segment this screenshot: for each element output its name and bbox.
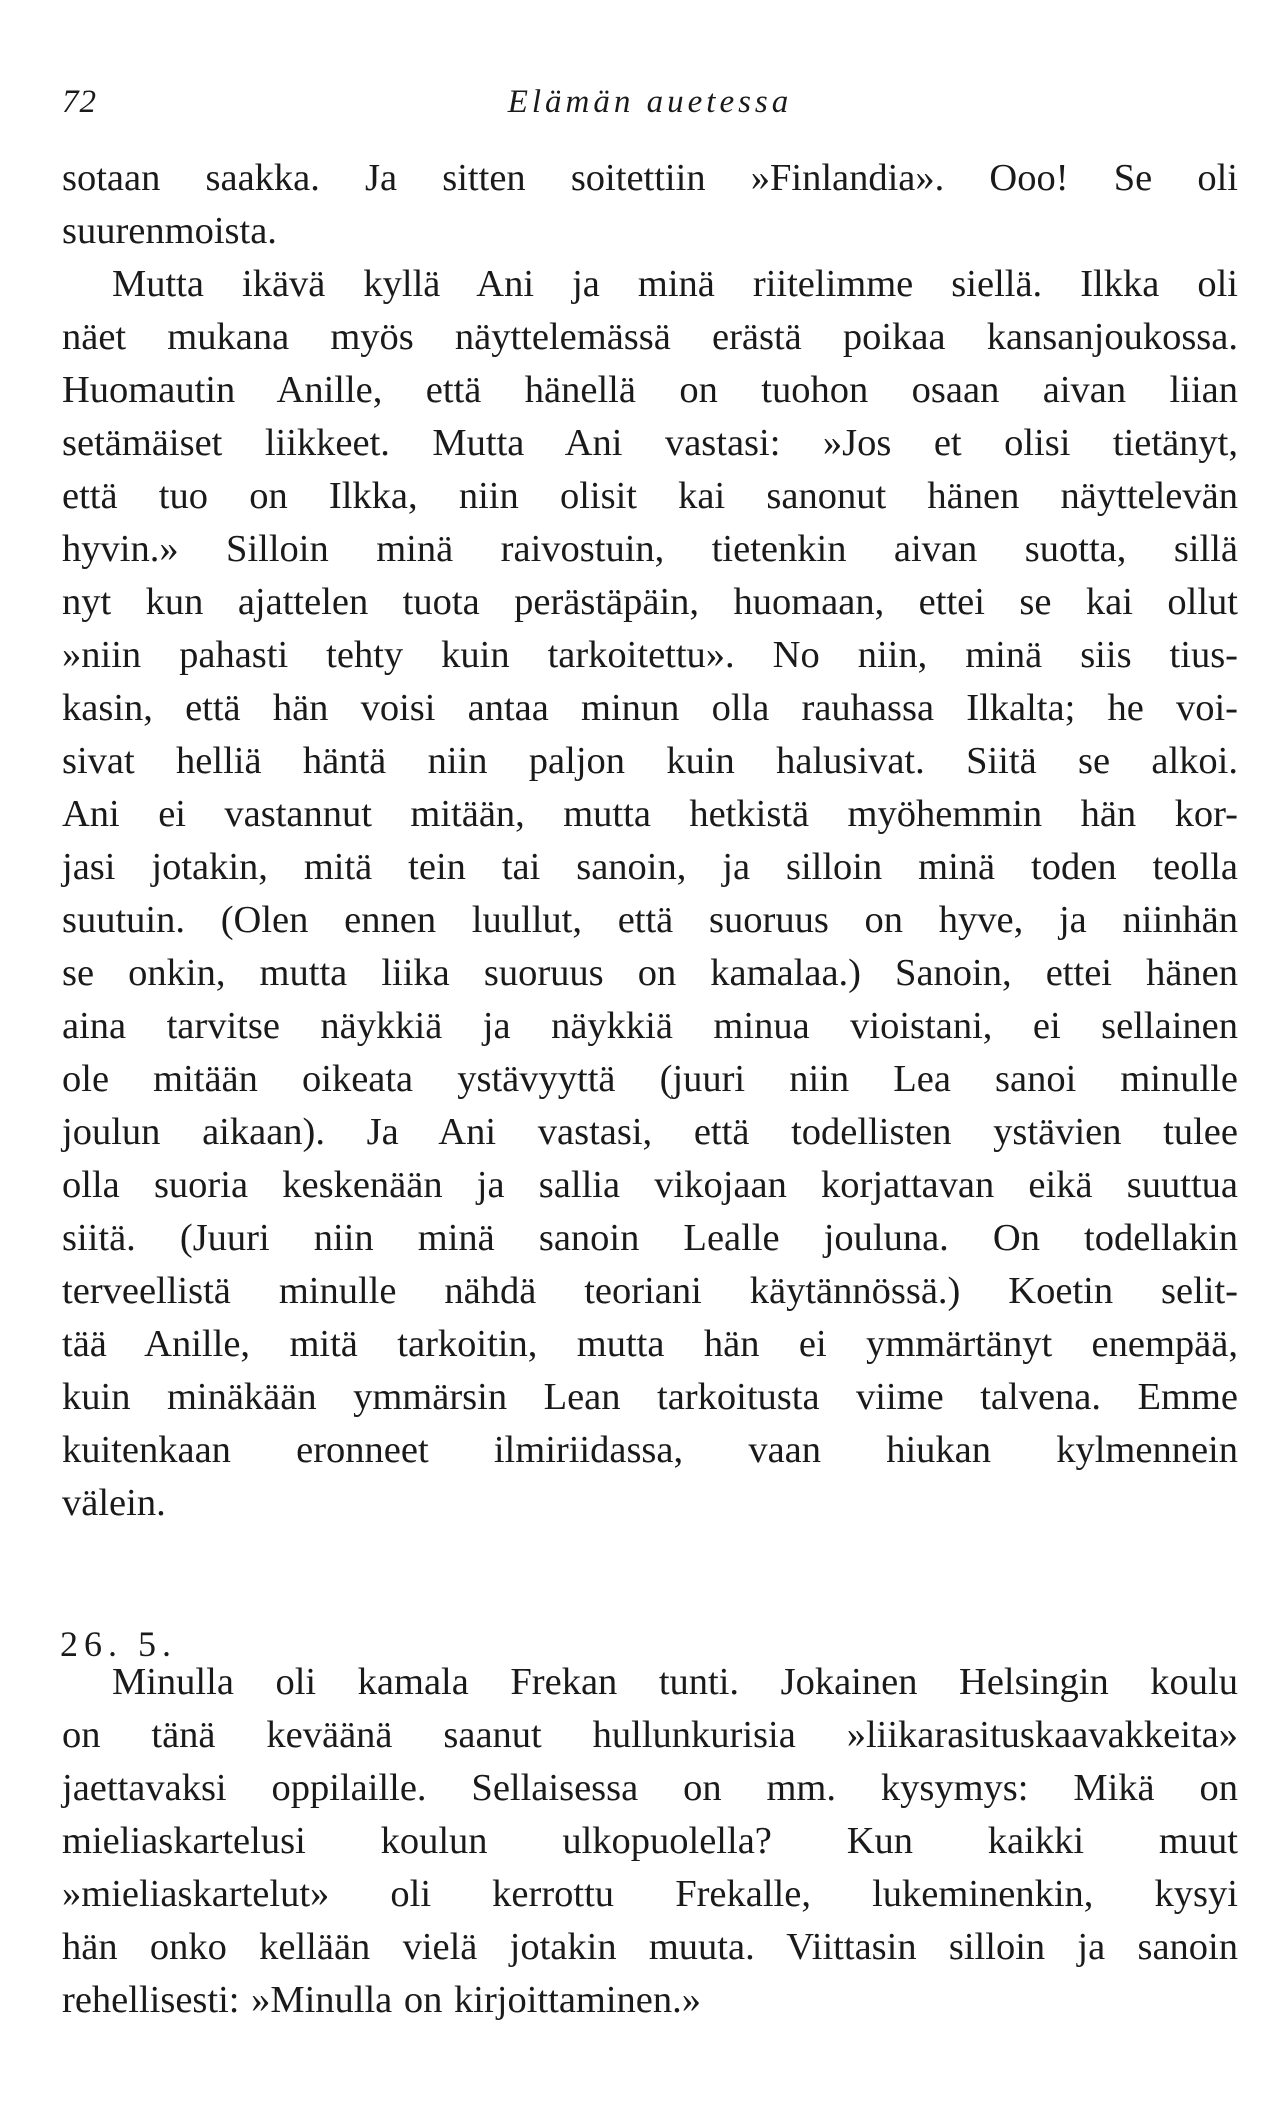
text-line: kasin, että hän voisi antaa minun olla rauhassa Ilkalta; he voi-: [62, 687, 1238, 729]
text-line: Huomautin Anille, että hänellä on tuohon osaan aivan liian: [62, 369, 1238, 411]
text-line: rehellisesti: »Minulla on kirjoittaminen.»: [62, 1979, 702, 2021]
text-line: Minulla oli kamala Frekan tunti. Jokainen Helsingin koulu: [112, 1661, 1238, 1703]
text-line: terveellistä minulle nähdä teoriani käytännössä.) Koetin selit-: [62, 1270, 1238, 1312]
text-line: aina tarvitse näykkiä ja näykkiä minua vioistani, ei sellainen: [62, 1005, 1238, 1047]
text-line: tää Anille, mitä tarkoitin, mutta hän ei ymmärtänyt enempää,: [62, 1323, 1238, 1365]
text-line: sotaan saakka. Ja sitten soitettiin »Finlandia». Ooo! Se oli: [62, 157, 1238, 199]
text-line: näet mukana myös näyttelemässä erästä poikaa kansanjoukossa.: [62, 316, 1238, 358]
text-line: jaettavaksi oppilaille. Sellaisessa on mm. kysymys: Mikä on: [62, 1767, 1238, 1809]
text-line: olla suoria keskenään ja sallia vikojaan korjattavan eikä suuttua: [62, 1164, 1238, 1206]
text-line: joulun aikaan). Ja Ani vastasi, että todellisten ystävien tulee: [62, 1111, 1238, 1153]
text-line: Mutta ikävä kyllä Ani ja minä riitelimme siellä. Ilkka oli: [112, 263, 1238, 305]
text-line: välein.: [62, 1482, 166, 1524]
text-line: on tänä keväänä saanut hullunkurisia »liikarasituskaavakkeita»: [62, 1714, 1238, 1756]
text-line: siitä. (Juuri niin minä sanoin Lealle jouluna. On todellakin: [62, 1217, 1238, 1259]
text-line: »mieliaskartelut» oli kerrottu Frekalle, lukeminenkin, kysyi: [62, 1873, 1238, 1915]
text-line: se onkin, mutta liika suoruus on kamalaa.) Sanoin, ettei hänen: [62, 952, 1238, 994]
text-line: suutuin. (Olen ennen luullut, että suoruus on hyve, ja niinhän: [62, 899, 1238, 941]
text-line: hän onko kellään vielä jotakin muuta. Viittasin silloin ja sanoin: [62, 1926, 1238, 1968]
text-line: ole mitään oikeata ystävyyttä (juuri niin Lea sanoi minulle: [62, 1058, 1238, 1100]
text-line: sivat helliä häntä niin paljon kuin halusivat. Siitä se alkoi.: [62, 740, 1238, 782]
text-line: Ani ei vastannut mitään, mutta hetkistä myöhemmin hän kor-: [62, 793, 1238, 835]
text-line: setämäiset liikkeet. Mutta Ani vastasi: »Jos et olisi tietänyt,: [62, 422, 1238, 464]
text-line: hyvin.» Silloin minä raivostuin, tietenkin aivan suotta, sillä: [62, 528, 1238, 570]
running-title: Elämän auetessa: [507, 84, 793, 120]
text-line: kuin minäkään ymmärsin Lean tarkoitusta viime talvena. Emme: [62, 1376, 1238, 1418]
entry-date: 26. 5.: [60, 1624, 177, 1664]
text-line: »niin pahasti tehty kuin tarkoitettu». No niin, minä siis tius-: [62, 634, 1238, 676]
text-line: kuitenkaan eronneet ilmiriidassa, vaan hiukan kylmennein: [62, 1429, 1238, 1471]
page-header: [62, 84, 1238, 144]
text-line: mieliaskartelusi koulun ulkopuolella? Kun kaikki muut: [62, 1820, 1238, 1862]
text-line: jasi jotakin, mitä tein tai sanoin, ja silloin minä toden teolla: [62, 846, 1238, 888]
text-line: että tuo on Ilkka, niin olisit kai sanonut hänen näyttelevän: [62, 475, 1238, 517]
page-number: 72: [62, 84, 97, 120]
text-line: suurenmoista.: [62, 210, 277, 252]
text-line: nyt kun ajattelen tuota perästäpäin, huomaan, ettei se kai ollut: [62, 581, 1238, 623]
